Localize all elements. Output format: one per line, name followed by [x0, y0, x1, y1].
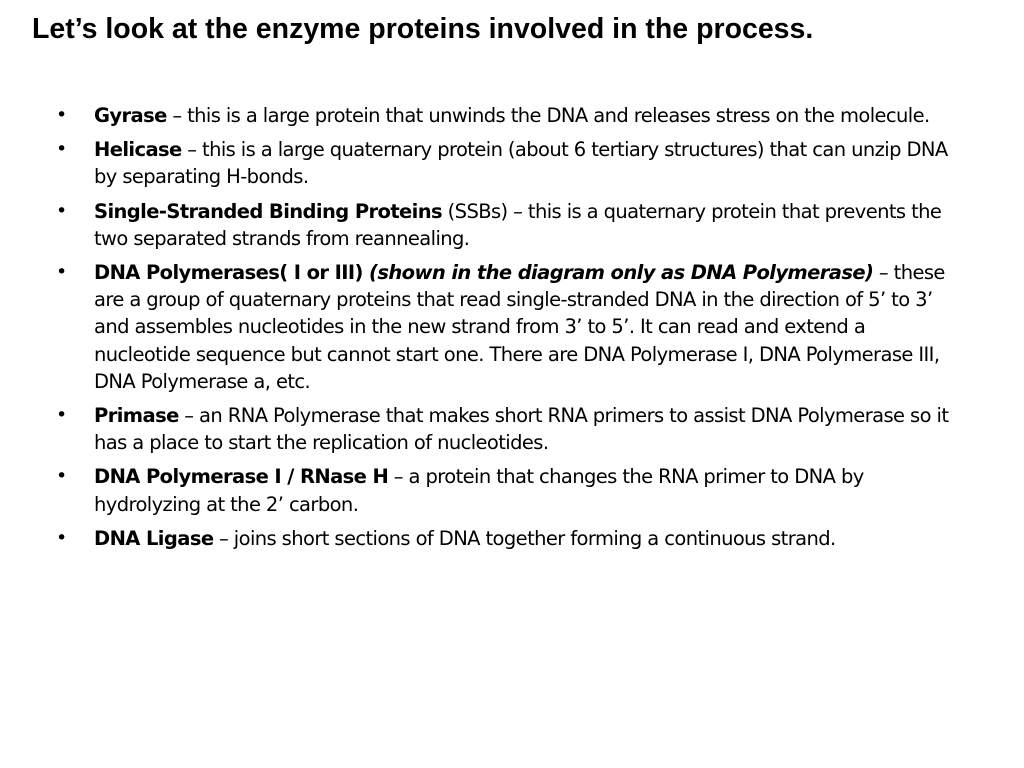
- term-rnase-h: DNA Polymerase I / RNase H: [94, 465, 389, 489]
- description-helicase: – this is a large quaternary protein (about 6 tertiary structures) that can unzip DNA by separating H-bonds.: [94, 138, 948, 189]
- term-dna-polymerases: DNA Polymerases( I or III): [94, 261, 370, 285]
- term-dna-ligase: DNA Ligase: [94, 526, 214, 550]
- term-primase: Primase: [94, 404, 179, 428]
- list-item-dna-polymerases: [56, 259, 966, 395]
- bullet-icon: •: [56, 261, 67, 284]
- term-gyrase: Gyrase: [94, 104, 167, 127]
- bullet-icon: •: [56, 526, 67, 549]
- bullet-icon: •: [56, 199, 67, 222]
- list-item-dna-ligase: [56, 525, 966, 552]
- description-primase: – an RNA Polymerase that makes short RNA primers to assist DNA Polymerase so it has a place to start the replication of nucleotides.: [94, 404, 949, 455]
- list-item-ssb: [56, 198, 966, 252]
- term-ssb: Single-Stranded Binding Proteins: [94, 199, 443, 223]
- description-ssb: (SSBs) – this is a quaternary protein that prevents the two separated strands from reannealing.: [94, 199, 942, 250]
- description-dna-ligase: – joins short sections of DNA together forming a continuous strand.: [213, 526, 836, 550]
- note-dna-polymerases: (shown in the diagram only as DNA Polymerase): [369, 261, 874, 285]
- description-gyrase: – this is a large protein that unwinds the DNA and releases stress on the molecule.: [166, 104, 930, 127]
- bullet-icon: •: [56, 138, 67, 161]
- enzyme-list: [56, 102, 966, 559]
- bullet-icon: •: [56, 465, 67, 488]
- list-item-helicase: [56, 136, 966, 190]
- list-item-rnase-h: [56, 463, 966, 517]
- description-dna-polymerases: – these are a group of quaternary proteins that read single-stranded DNA in the direction of 5’ to 3’ and assembles nucleotides in the new strand from 3’ to 5’. It can read and extend a nucleotide sequence but cannot start one. There are DNA Polymerase I, DNA Polymerase III, DNA Polymerase a, etc.: [94, 261, 945, 393]
- list-item-gyrase: [56, 102, 966, 129]
- list-item-primase: [56, 402, 966, 456]
- bullet-icon: •: [56, 104, 67, 126]
- term-helicase: Helicase: [94, 138, 182, 162]
- slide-title: Let’s look at the enzyme proteins involved in the process.: [32, 13, 814, 45]
- description-rnase-h: – a protein that changes the RNA primer to DNA by hydrolyzing at the 2’ carbon.: [94, 465, 864, 516]
- bullet-icon: •: [56, 404, 67, 427]
